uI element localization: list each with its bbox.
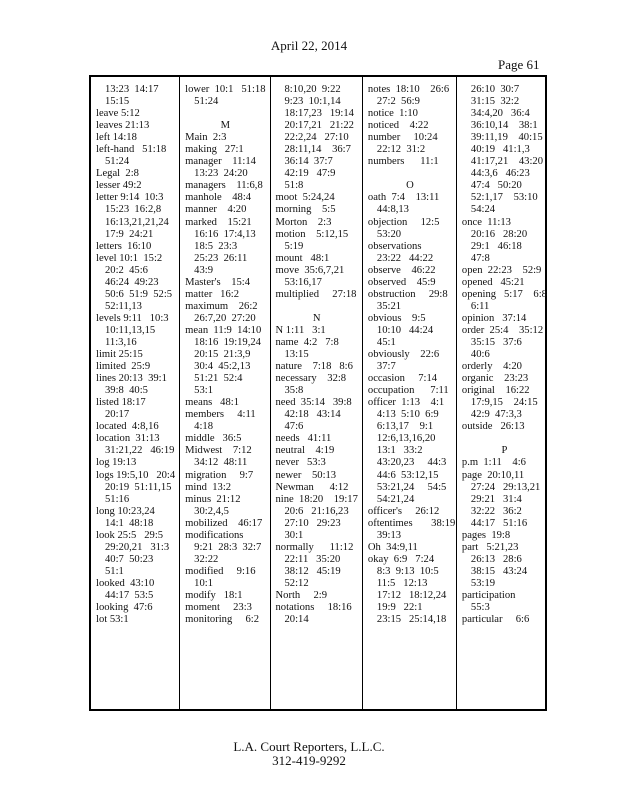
index-entry-line: 26:7,20 27:20 bbox=[194, 312, 256, 324]
index-entry-line: 47:6 bbox=[284, 421, 304, 433]
index-entry-line: p.m 1:11 4:6 bbox=[461, 457, 526, 469]
index-entry-line: Master's 15:4 bbox=[185, 276, 251, 288]
index-entry-line: once 11:13 bbox=[461, 216, 511, 228]
index-entry-line: order 25:4 35:12 bbox=[461, 324, 544, 336]
index-entry-line: 53:16,17 bbox=[284, 276, 322, 288]
index-entry-line: nature 7:18 8:6 bbox=[275, 361, 353, 373]
index-entry-line: manhole 48:4 bbox=[185, 192, 252, 204]
index-entry-line: 42:9 47:3,3 bbox=[470, 409, 522, 421]
index-entry-line: 35:21 bbox=[376, 300, 402, 312]
index-entry-line: left-hand 51:18 bbox=[96, 144, 167, 156]
index-entry-line: marked 15:21 bbox=[185, 216, 252, 228]
index-entry-line: 41:17,21 43:20 bbox=[470, 156, 544, 168]
index-entry-line: 22:12 31:2 bbox=[376, 144, 426, 156]
index-entry-line: 45:1 bbox=[376, 336, 396, 348]
index-entry-line: lot 53:1 bbox=[96, 614, 129, 626]
blank-line bbox=[185, 108, 265, 120]
index-column bbox=[91, 77, 179, 709]
index-entry-line: noticed 4:22 bbox=[367, 120, 429, 132]
index-entry-line: 26:13 28:6 bbox=[470, 553, 522, 565]
index-entry-line: multiplied 27:18 bbox=[275, 288, 357, 300]
index-entry-line: 32:22 36:2 bbox=[470, 505, 522, 517]
index-entry-line: 8:10,20 9:22 bbox=[284, 84, 341, 95]
index-entry-line: 43:20,23 44:3 bbox=[376, 457, 447, 469]
index-entry-line: mean 11:9 14:10 bbox=[185, 324, 262, 336]
index-entry-line: 51:8 bbox=[284, 180, 304, 192]
index-entry-line: 23:15 25:14,18 bbox=[376, 614, 447, 626]
index-entry-line: 40:7 50:23 bbox=[105, 553, 154, 565]
index-entry-line: 14:1 48:18 bbox=[105, 517, 154, 529]
index-entry-line: levels 9:11 10:3 bbox=[96, 312, 169, 324]
index-entry-line: notes 18:10 26:6 bbox=[367, 84, 450, 95]
index-entry-line: 20:14 bbox=[284, 614, 309, 626]
index-entry-line: 16:16 17:4,13 bbox=[194, 228, 256, 240]
hearing-date: April 22, 2014 bbox=[270, 38, 348, 53]
index-entry-line: nine 18:20 19:17 bbox=[275, 493, 358, 505]
index-entry-line: motion 5:12,15 bbox=[275, 228, 349, 240]
index-entry-line: level 10:1 15:2 bbox=[96, 252, 163, 264]
index-entry-line: mind 13:2 bbox=[185, 481, 232, 493]
index-entry-line: 34:4,20 36:4 bbox=[470, 108, 530, 120]
blank-line bbox=[368, 168, 452, 180]
index-entry-line: letters 16:10 bbox=[96, 240, 152, 252]
index-entry-line: 55:3 bbox=[470, 602, 490, 614]
index-entry-line: 17:12 18:12,24 bbox=[376, 589, 447, 601]
index-entry-line: 23:22 44:22 bbox=[376, 252, 434, 264]
index-entry-line: members 4:11 bbox=[185, 409, 256, 421]
index-entry-line: 39:8 40:5 bbox=[105, 385, 148, 397]
index-entry-line: orderly 4:20 bbox=[461, 361, 522, 373]
index-entry-line: 20:17,21 21:22 bbox=[284, 120, 354, 132]
index-entry-line: officer 1:13 4:1 bbox=[367, 397, 445, 409]
index-entry-line: neutral 4:19 bbox=[275, 445, 335, 457]
index-entry-line: number 10:24 bbox=[367, 132, 438, 144]
index-entry-line: 11:3,16 bbox=[105, 336, 137, 348]
index-entry-line: numbers 11:1 bbox=[367, 156, 439, 168]
index-entry-line: normally 11:12 bbox=[275, 541, 354, 553]
index-entry-line: 16:13,21,21,24 bbox=[105, 216, 169, 228]
index-entry-line: 53:20 bbox=[376, 228, 402, 240]
index-entry-line: located 4:8,16 bbox=[96, 421, 159, 433]
index-entry-line: mount 48:1 bbox=[275, 252, 330, 264]
index-entry-line: never 53:3 bbox=[275, 457, 326, 469]
index-entry-line: 20:6 21:16,23 bbox=[284, 505, 349, 517]
index-entry-line: newer 50:13 bbox=[275, 469, 337, 481]
index-entry-line: occasion 7:14 bbox=[367, 373, 438, 385]
index-entry-line: 42:19 47:9 bbox=[284, 168, 336, 180]
index-entry-line: page 20:10,11 bbox=[461, 469, 525, 481]
index-entry-line: 13:23 24:20 bbox=[194, 168, 248, 180]
index-entry-line: 44:17 53:5 bbox=[105, 589, 154, 601]
index-entry-line: 17:9 24:21 bbox=[105, 228, 154, 240]
index-entry-line: lower 10:1 51:18 bbox=[185, 84, 266, 95]
index-entry-line: 51:1 bbox=[105, 565, 124, 577]
index-entry-line: need 35:14 39:8 bbox=[275, 397, 352, 409]
index-entry-line: 29:21 31:4 bbox=[470, 493, 522, 505]
index-entry-line: leaves 21:13 bbox=[96, 120, 150, 132]
index-entry-line: opening 5:17 6:8 bbox=[461, 288, 547, 300]
index-entry-line: 26:10 30:7 bbox=[470, 84, 520, 95]
index-entry-line: 29:1 46:18 bbox=[470, 240, 522, 252]
index-entry-line: obviously 22:6 bbox=[367, 349, 440, 361]
index-entry-line: 11:5 12:13 bbox=[376, 577, 428, 589]
index-entry-line: maximum 26:2 bbox=[185, 300, 258, 312]
index-entry-line: limit 25:15 bbox=[96, 349, 143, 361]
blank-line bbox=[462, 433, 547, 445]
index-entry-line: limited 25:9 bbox=[96, 361, 151, 373]
index-letter-heading: N bbox=[312, 312, 321, 324]
index-entry-line: 52:12 bbox=[284, 577, 309, 589]
index-entry-line: 30:2,4,5 bbox=[194, 505, 229, 517]
index-entry-line: mobilized 46:17 bbox=[185, 517, 263, 529]
index-entry-line: 27:10 29:23 bbox=[284, 517, 341, 529]
index-entry-line: 6:11 bbox=[470, 300, 490, 312]
index-entry-line: notations 18:16 bbox=[275, 602, 352, 614]
index-entry-line: 35:15 37:6 bbox=[470, 336, 522, 348]
index-entry-line: 39:11,19 40:15 bbox=[470, 132, 543, 144]
index-entry-line: opinion 37:14 bbox=[461, 312, 527, 324]
index-entry-line: 18:16 19:19,24 bbox=[194, 336, 261, 348]
index-entry-line: long 10:23,24 bbox=[96, 505, 155, 517]
index-entry-line: officer's 26:12 bbox=[367, 505, 440, 517]
index-entry-line: means 48:1 bbox=[185, 397, 240, 409]
index-entry-line: obstruction 29:8 bbox=[367, 288, 448, 300]
index-entry-line: look 25:5 29:5 bbox=[96, 529, 164, 541]
footer-company: L.A. Court Reporters, L.L.C. bbox=[233, 739, 385, 754]
index-entry-line: 51:24 bbox=[194, 96, 219, 108]
index-column bbox=[270, 77, 362, 709]
index-entry-line: looking 47:6 bbox=[96, 602, 153, 614]
index-entry-line: letter 9:14 10:3 bbox=[96, 192, 164, 204]
index-entry-line: N 1:11 3:1 bbox=[275, 324, 326, 336]
index-entry-line: moment 23:3 bbox=[185, 602, 252, 614]
index-entry-line: participation bbox=[461, 589, 516, 601]
index-entry-line: 44:6 53:12,15 bbox=[376, 469, 439, 481]
index-entry-line: migration 9:7 bbox=[185, 469, 254, 481]
index-entry-line: leave 5:12 bbox=[96, 108, 140, 120]
index-entry-line: 39:13 bbox=[376, 529, 402, 541]
index-entry-line: 22:2,24 27:10 bbox=[284, 132, 349, 144]
index-entry-line: 37:7 bbox=[376, 361, 396, 373]
index-entry-line: obvious 9:5 bbox=[367, 312, 426, 324]
index-entry-line: 29:20,21 31:3 bbox=[105, 541, 170, 553]
index-entry-line: modified 9:16 bbox=[185, 565, 256, 577]
index-entry-line: 20:16 28:20 bbox=[470, 228, 528, 240]
index-column bbox=[456, 77, 551, 709]
index-letter-heading: M bbox=[220, 120, 231, 132]
index-entry-line: observed 45:9 bbox=[367, 276, 436, 288]
index-entry-line: observations bbox=[367, 240, 422, 252]
index-entry-line: necessary 32:8 bbox=[275, 373, 347, 385]
index-entry-line: 38:15 43:24 bbox=[470, 565, 528, 577]
index-entry-line: opened 45:21 bbox=[461, 276, 525, 288]
index-letter-heading: O bbox=[406, 180, 414, 192]
index-entry-line: 18:17,23 19:14 bbox=[284, 108, 354, 120]
index-entry-line: 9:21 28:3 32:7 bbox=[194, 541, 262, 553]
index-entry-line: 38:12 45:19 bbox=[284, 565, 341, 577]
index-entry-line: 46:24 49:23 bbox=[105, 276, 159, 288]
index-entry-line: 8:3 9:13 10:5 bbox=[376, 565, 439, 577]
index-column bbox=[362, 77, 456, 709]
index-entry-line: move 35:6,7,21 bbox=[275, 264, 345, 276]
index-entry-line: 28:11,14 36:7 bbox=[284, 144, 351, 156]
index-entry-line: 53:21,24 54:5 bbox=[376, 481, 447, 493]
index-entry-line: left 14:18 bbox=[96, 132, 137, 144]
index-entry-line: 36:10,14 38:1 bbox=[470, 120, 538, 132]
index-entry-line: 34:12 48:11 bbox=[194, 457, 248, 469]
index-entry-line: 30:1 bbox=[284, 529, 304, 541]
index-entry-line: middle 36:5 bbox=[185, 433, 242, 445]
index-entry-line: 4:18 bbox=[194, 421, 214, 433]
index-entry-line: outside 26:13 bbox=[461, 421, 525, 433]
index-entry-line: 19:9 22:1 bbox=[376, 602, 423, 614]
index-entry-line: Midwest 7:12 bbox=[185, 445, 252, 457]
index-entry-line: moot 5:24,24 bbox=[275, 192, 335, 204]
index-entry-line: 43:9 bbox=[194, 264, 214, 276]
index-entry-line: 27:24 29:13,21 bbox=[470, 481, 541, 493]
index-entry-line: manager 11:14 bbox=[185, 156, 256, 168]
word-index-box bbox=[89, 75, 547, 711]
index-entry-line: 36:14 37:7 bbox=[284, 156, 333, 168]
index-entry-line: pages 19:8 bbox=[461, 529, 511, 541]
index-entry-line: observe 46:22 bbox=[367, 264, 436, 276]
index-entry-line: 40:6 bbox=[470, 349, 490, 361]
index-entry-line: making 27:1 bbox=[185, 144, 244, 156]
index-entry-line: 44:17 51:16 bbox=[470, 517, 528, 529]
index-entry-line: North 2:9 bbox=[275, 589, 327, 601]
index-entry-line: occupation 7:11 bbox=[367, 385, 449, 397]
index-entry-line: morning 5:5 bbox=[275, 204, 336, 216]
index-entry-line: 12:6,13,16,20 bbox=[376, 433, 436, 445]
index-entry-line: 50:6 51:9 52:5 bbox=[105, 288, 173, 300]
index-entry-line: part 5:21,23 bbox=[461, 541, 519, 553]
index-entry-line: 20:15 21:3,9 bbox=[194, 349, 251, 361]
index-entry-line: 13:23 14:17 bbox=[105, 84, 159, 95]
index-entry-line: oftentimes 38:19 bbox=[367, 517, 456, 529]
index-entry-line: manner 4:20 bbox=[185, 204, 247, 216]
index-entry-line: 51:21 52:4 bbox=[194, 373, 243, 385]
index-entry-line: 13:1 33:2 bbox=[376, 445, 423, 457]
index-entry-line: 13:15 bbox=[284, 349, 309, 361]
index-entry-line: log 19:13 bbox=[96, 457, 137, 469]
index-entry-line: 10:1 bbox=[194, 577, 214, 589]
index-entry-line: Morton 2:3 bbox=[275, 216, 332, 228]
index-entry-line: Main 2:3 bbox=[185, 132, 227, 144]
index-entry-line: 9:23 10:1,14 bbox=[284, 96, 341, 108]
index-letter-heading: P bbox=[501, 445, 508, 457]
index-entry-line: open 22:23 52:9 bbox=[461, 264, 542, 276]
index-entry-line: Legal 2:8 bbox=[96, 168, 139, 180]
index-entry-line: 27:2 56:9 bbox=[376, 96, 420, 108]
index-entry-line: 47:4 50:20 bbox=[470, 180, 522, 192]
index-entry-line: 51:24 bbox=[105, 156, 130, 168]
index-entry-line: 52:1,17 53:10 bbox=[470, 192, 538, 204]
index-entry-line: notice 1:10 bbox=[367, 108, 418, 120]
blank-line bbox=[276, 301, 358, 313]
index-entry-line: lines 20:13 39:1 bbox=[96, 373, 167, 385]
index-entry-line: 32:22 bbox=[194, 553, 219, 565]
index-entry-line: lesser 49:2 bbox=[96, 180, 142, 192]
index-entry-line: matter 16:2 bbox=[185, 288, 240, 300]
index-entry-line: logs 19:5,10 20:4 bbox=[96, 469, 176, 481]
index-entry-line: 4:13 5:10 6:9 bbox=[376, 409, 439, 421]
index-entry-line: 25:23 26:11 bbox=[194, 252, 248, 264]
index-entry-line: 20:19 51:11,15 bbox=[105, 481, 172, 493]
index-entry-line: minus 21:12 bbox=[185, 493, 241, 505]
index-entry-line: 31:15 32:2 bbox=[470, 96, 520, 108]
index-entry-line: 5:19 bbox=[284, 240, 304, 252]
index-entry-line: managers 11:6,8 bbox=[185, 180, 263, 192]
index-entry-line: 42:18 43:14 bbox=[284, 409, 341, 421]
index-entry-line: listed 18:17 bbox=[96, 397, 146, 409]
index-entry-line: 30:4 45:2,13 bbox=[194, 361, 251, 373]
index-entry-line: 20:17 bbox=[105, 409, 130, 421]
index-entry-line: 17:9,15 24:15 bbox=[470, 397, 538, 409]
index-entry-line: 54:24 bbox=[470, 204, 496, 216]
index-entry-line: 15:23 16:2,8 bbox=[105, 204, 162, 216]
index-entry-line: name 4:2 7:8 bbox=[275, 336, 339, 348]
index-entry-line: 47:8 bbox=[470, 252, 490, 264]
index-entry-line: 31:21,22 46:19 bbox=[105, 445, 175, 457]
index-entry-line: objection 12:5 bbox=[367, 216, 440, 228]
index-entry-line: Newman 4:12 bbox=[275, 481, 349, 493]
index-entry-line: 44:8,13 bbox=[376, 204, 409, 216]
index-entry-line: okay 6:9 7:24 bbox=[367, 553, 435, 565]
index-entry-line: looked 43:10 bbox=[96, 577, 155, 589]
index-entry-line: 22:11 35:20 bbox=[284, 553, 341, 565]
index-column bbox=[179, 77, 269, 709]
index-entry-line: modifications bbox=[185, 529, 244, 541]
index-entry-line: 20:2 45:6 bbox=[105, 264, 148, 276]
index-entry-line: 10:11,13,15 bbox=[105, 324, 156, 336]
index-entry-line: 53:19 bbox=[470, 577, 496, 589]
index-entry-line: 52:11,13 bbox=[105, 300, 142, 312]
index-entry-line: 53:1 bbox=[194, 385, 214, 397]
page-number: Page 61 bbox=[498, 57, 540, 72]
index-entry-line: particular 6:6 bbox=[461, 614, 530, 626]
index-entry-line: 10:10 44:24 bbox=[376, 324, 434, 336]
index-entry-line: Oh 34:9,11 bbox=[367, 541, 418, 553]
index-entry-line: 51:16 bbox=[105, 493, 130, 505]
index-entry-line: oath 7:4 13:11 bbox=[367, 192, 440, 204]
index-entry-line: monitoring 6:2 bbox=[185, 614, 260, 626]
index-entry-line: needs 41:11 bbox=[275, 433, 332, 445]
index-entry-line: original 16:22 bbox=[461, 385, 530, 397]
index-entry-line: organic 23:23 bbox=[461, 373, 529, 385]
index-entry-line: 18:5 23:3 bbox=[194, 240, 238, 252]
index-entry-line: 15:15 bbox=[105, 96, 130, 108]
index-entry-line: 54:21,24 bbox=[376, 493, 415, 505]
footer-phone: 312-419-9292 bbox=[272, 753, 346, 768]
index-entry-line: 6:13,17 9:1 bbox=[376, 421, 434, 433]
index-entry-line: modify 18:1 bbox=[185, 589, 243, 601]
index-entry-line: location 31:13 bbox=[96, 433, 160, 445]
index-entry-line: 35:8 bbox=[284, 385, 304, 397]
index-entry-line: 44:3,6 46:23 bbox=[470, 168, 530, 180]
index-entry-line: 40:19 41:1,3 bbox=[470, 144, 530, 156]
